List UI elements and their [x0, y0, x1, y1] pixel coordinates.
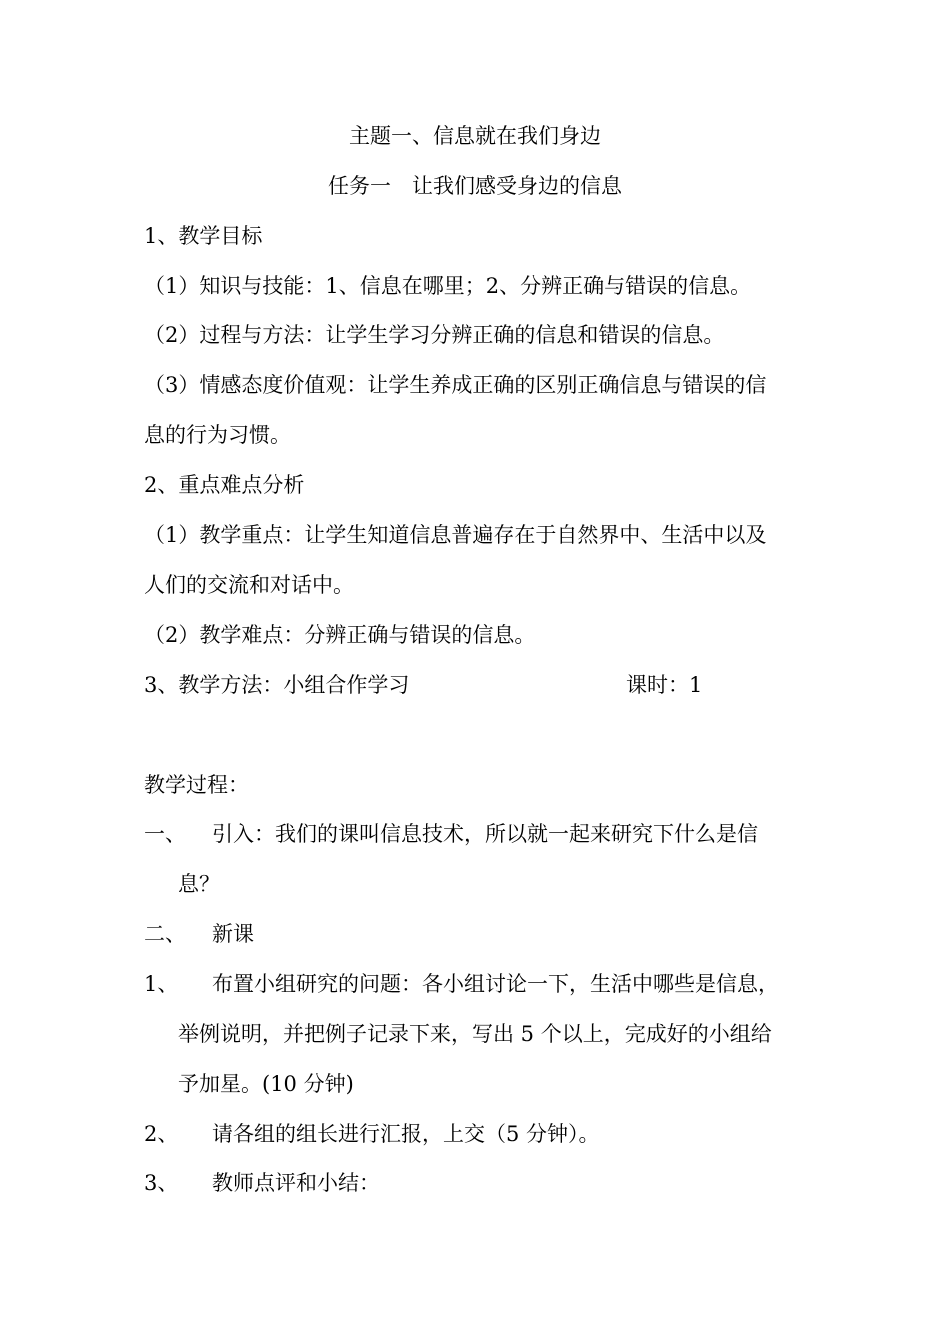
sub-step-3-number: 3、	[144, 1171, 179, 1195]
sub-step-1-number: 1、	[144, 972, 179, 996]
step-one-text-cont: 息？	[178, 872, 220, 896]
goal-knowledge: （1）知识与技能：1、信息在哪里；2、分辨正确与错误的信息。	[144, 274, 752, 298]
sub-step-2-number: 2、	[144, 1122, 179, 1146]
section-key-difficult: 2、重点难点分析	[144, 473, 305, 497]
doc-title: 主题一、信息就在我们身边	[349, 124, 601, 148]
sub-step-2-text: 请各组的组长进行汇报，上交（5 分钟）。	[212, 1122, 600, 1146]
step-one-text: 引入：我们的课叫信息技术，所以就一起来研究下什么是信	[212, 822, 758, 846]
step-one-number: 一、	[144, 822, 186, 846]
sub-step-1-text-cont2: 予加星。(10 分钟)	[178, 1072, 354, 1096]
teaching-process-heading: 教学过程：	[144, 773, 249, 797]
sub-step-1-text: 布置小组研究的问题：各小组讨论一下，生活中哪些是信息，	[212, 972, 779, 996]
key-point: （1）教学重点：让学生知道信息普遍存在于自然界中、生活中以及	[144, 523, 767, 547]
key-point-cont: 人们的交流和对话中。	[144, 573, 354, 597]
class-hours: 课时：1	[626, 673, 703, 697]
doc-subtitle: 任务一 让我们感受身边的信息	[328, 174, 622, 198]
sub-step-1-text-cont: 举例说明，并把例子记录下来，写出 5 个以上，完成好的小组给	[178, 1022, 772, 1046]
section-teaching-goals: 1、教学目标	[144, 224, 263, 248]
step-two-number: 二、	[144, 922, 186, 946]
goal-attitude-cont: 息的行为习惯。	[144, 423, 291, 447]
goal-attitude: （3）情感态度价值观：让学生养成正确的区别正确信息与错误的信	[144, 373, 767, 397]
sub-step-3-text: 教师点评和小结：	[212, 1171, 380, 1195]
difficult-point: （2）教学难点：分辨正确与错误的信息。	[144, 623, 536, 647]
teaching-method: 3、教学方法：小组合作学习	[144, 673, 410, 697]
goal-process: （2）过程与方法：让学生学习分辨正确的信息和错误的信息。	[144, 323, 725, 347]
step-two-text: 新课	[212, 922, 254, 946]
